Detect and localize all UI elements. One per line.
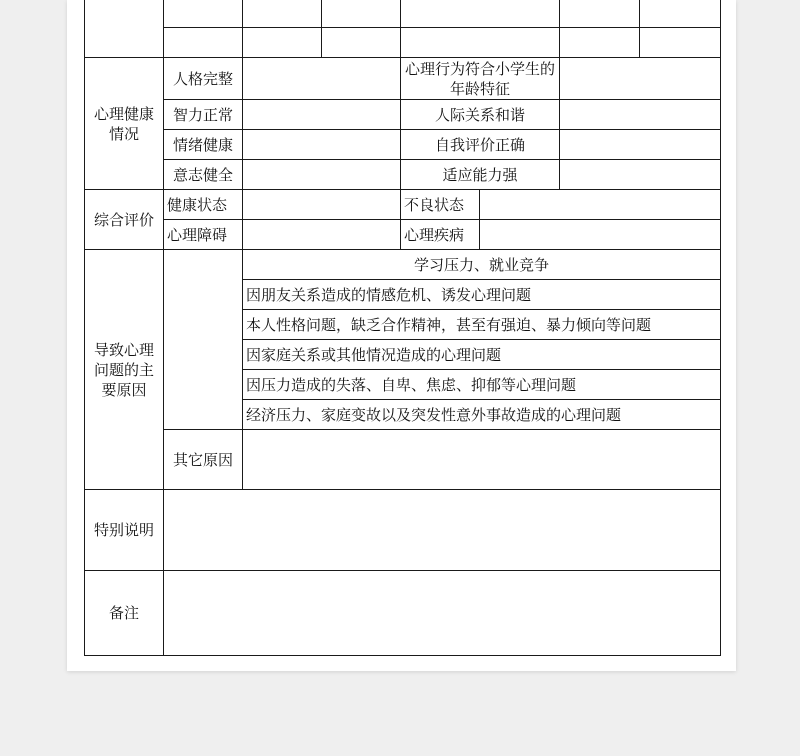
- table-cell: [164, 28, 243, 58]
- cause-item: 因朋友关系造成的情感危机、诱发心理问题: [243, 280, 721, 310]
- other-cause-field[interactable]: [243, 430, 721, 490]
- table-cell[interactable]: [322, 0, 401, 28]
- overall-evaluation-section-label: 综合评价: [85, 190, 164, 250]
- mental-health-item-label: 人格完整: [164, 58, 243, 100]
- table-cell[interactable]: [243, 28, 322, 58]
- evaluation-label: 健康状态: [164, 190, 243, 220]
- mental-health-item-value[interactable]: [560, 58, 721, 100]
- psychological-health-form: [84, 0, 721, 656]
- mental-health-item-label: 适应能力强: [401, 160, 560, 190]
- evaluation-label: 心理疾病: [401, 220, 480, 250]
- form-row-top-2: [85, 28, 721, 58]
- mental-health-item-value[interactable]: [243, 100, 401, 130]
- mental-health-row: [85, 100, 721, 130]
- evaluation-value[interactable]: [480, 220, 721, 250]
- mental-health-row: [85, 130, 721, 160]
- table-cell[interactable]: [322, 28, 401, 58]
- special-notes-row: [85, 490, 721, 571]
- cause-item: 因家庭关系或其他情况造成的心理问题: [243, 340, 721, 370]
- special-notes-field[interactable]: [164, 490, 721, 571]
- table-cell[interactable]: [640, 28, 721, 58]
- causes-section-label: 导致心理问题的主要原因: [85, 250, 164, 490]
- top-section-label: [85, 0, 164, 58]
- cause-item: 因压力造成的失落、自卑、焦虑、抑郁等心理问题: [243, 370, 721, 400]
- mental-health-item-label: 情绪健康: [164, 130, 243, 160]
- cause-item: 经济压力、家庭变故以及突发性意外事故造成的心理问题: [243, 400, 721, 430]
- table-cell[interactable]: [401, 28, 560, 58]
- evaluation-value[interactable]: [243, 190, 401, 220]
- table-cell[interactable]: [401, 0, 560, 28]
- table-cell[interactable]: [560, 0, 640, 28]
- mental-health-item-value[interactable]: [243, 160, 401, 190]
- evaluation-value[interactable]: [480, 190, 721, 220]
- remarks-field[interactable]: [164, 571, 721, 656]
- form-table-wrapper: [84, 0, 721, 656]
- mental-health-item-label: 心理行为符合小学生的年龄特征: [401, 58, 560, 100]
- cause-item: 学习压力、就业竞争: [243, 250, 721, 280]
- remarks-row: [85, 571, 721, 656]
- table-cell[interactable]: [640, 0, 721, 28]
- table-cell: [164, 0, 243, 28]
- mental-health-row: [85, 58, 721, 100]
- cause-row: [85, 250, 721, 280]
- evaluation-label: 不良状态: [401, 190, 480, 220]
- cause-item: 本人性格问题，缺乏合作精神，甚至有强迫、暴力倾向等问题: [243, 310, 721, 340]
- mental-health-item-label: 意志健全: [164, 160, 243, 190]
- mental-health-item-value[interactable]: [243, 130, 401, 160]
- form-row-top-1: [85, 0, 721, 28]
- mental-health-item-label: 智力正常: [164, 100, 243, 130]
- mental-health-row: [85, 160, 721, 190]
- table-cell[interactable]: [560, 28, 640, 58]
- mental-health-item-value[interactable]: [560, 100, 721, 130]
- mental-health-item-value[interactable]: [243, 58, 401, 100]
- cause-checkbox-column[interactable]: [164, 250, 243, 430]
- mental-health-item-label: 人际关系和谐: [401, 100, 560, 130]
- overall-evaluation-row: [85, 220, 721, 250]
- table-cell[interactable]: [243, 0, 322, 28]
- other-cause-row: [85, 430, 721, 490]
- mental-health-item-value[interactable]: [560, 160, 721, 190]
- evaluation-label: 心理障碍: [164, 220, 243, 250]
- evaluation-value[interactable]: [243, 220, 401, 250]
- mental-health-section-label: 心理健康情况: [85, 58, 164, 190]
- overall-evaluation-row: [85, 190, 721, 220]
- other-cause-label: 其它原因: [164, 430, 243, 490]
- special-notes-label: 特别说明: [85, 490, 164, 571]
- remarks-label: 备注: [85, 571, 164, 656]
- mental-health-item-label: 自我评价正确: [401, 130, 560, 160]
- mental-health-item-value[interactable]: [560, 130, 721, 160]
